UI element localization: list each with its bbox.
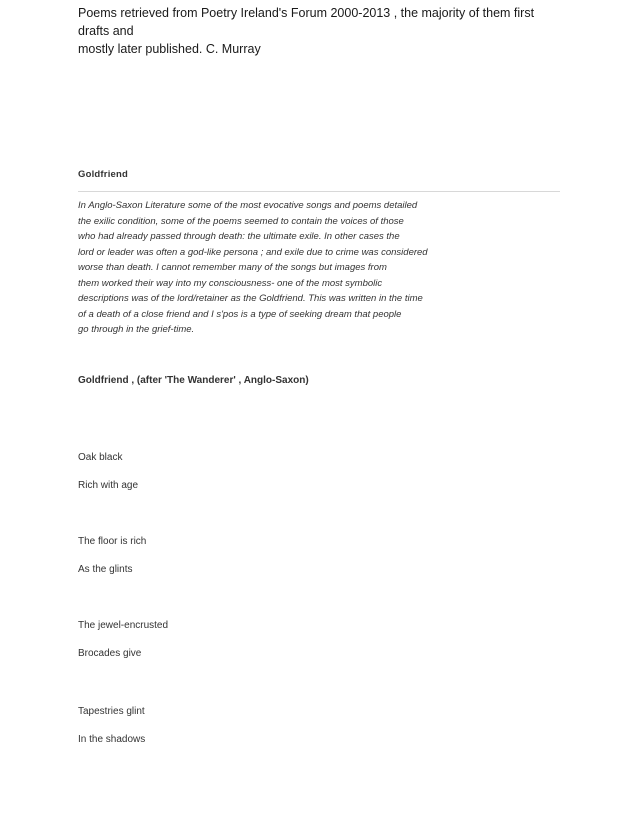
section-title: Goldfriend: [78, 169, 129, 180]
intro-line: worse than death. I cannot remember many of the songs but images from: [78, 262, 387, 273]
intro-line: lord or leader was often a god-like persona ; and exile due to crime was considered: [78, 246, 428, 258]
intro-line: them worked their way into my consciousness- one of the most symbolic: [78, 277, 383, 289]
intro-paragraph: [78, 198, 558, 338]
intro-line: of a death of a close friend and I s'pos is a type of seeking dream that people: [78, 308, 402, 320]
divider-rule: [78, 191, 560, 192]
poem-line: The jewel-encrusted: [78, 620, 169, 631]
poem-line: Rich with age: [78, 480, 139, 491]
intro-line: the exilic condition, some of the poems seemed to contain the voices of those: [78, 215, 404, 227]
header-line-2: mostly later published. C. Murray: [78, 42, 261, 56]
intro-line: go through in the grief-time.: [78, 324, 195, 335]
poem-line: Brocades give: [78, 648, 142, 659]
document-header: [78, 4, 568, 58]
intro-line: who had already passed through death: the ultimate exile. In other cases the: [78, 231, 400, 242]
poem-line: Tapestries glint: [78, 706, 145, 717]
header-line-1: Poems retrieved from Poetry Ireland's Forum 2000-2013 , the majority of them first drafts and: [78, 6, 535, 38]
poem-line: The floor is rich: [78, 536, 147, 547]
intro-line: In Anglo-Saxon Literature some of the most evocative songs and poems detailed: [78, 200, 418, 211]
poem-line: In the shadows: [78, 734, 146, 745]
poem-line: Oak black: [78, 452, 123, 463]
poem-title: Goldfriend , (after 'The Wanderer' , Anglo-Saxon): [78, 375, 309, 386]
poem-line: As the glints: [78, 564, 133, 575]
intro-line: descriptions was of the lord/retainer as the Goldfriend. This was written in the time: [78, 293, 423, 304]
